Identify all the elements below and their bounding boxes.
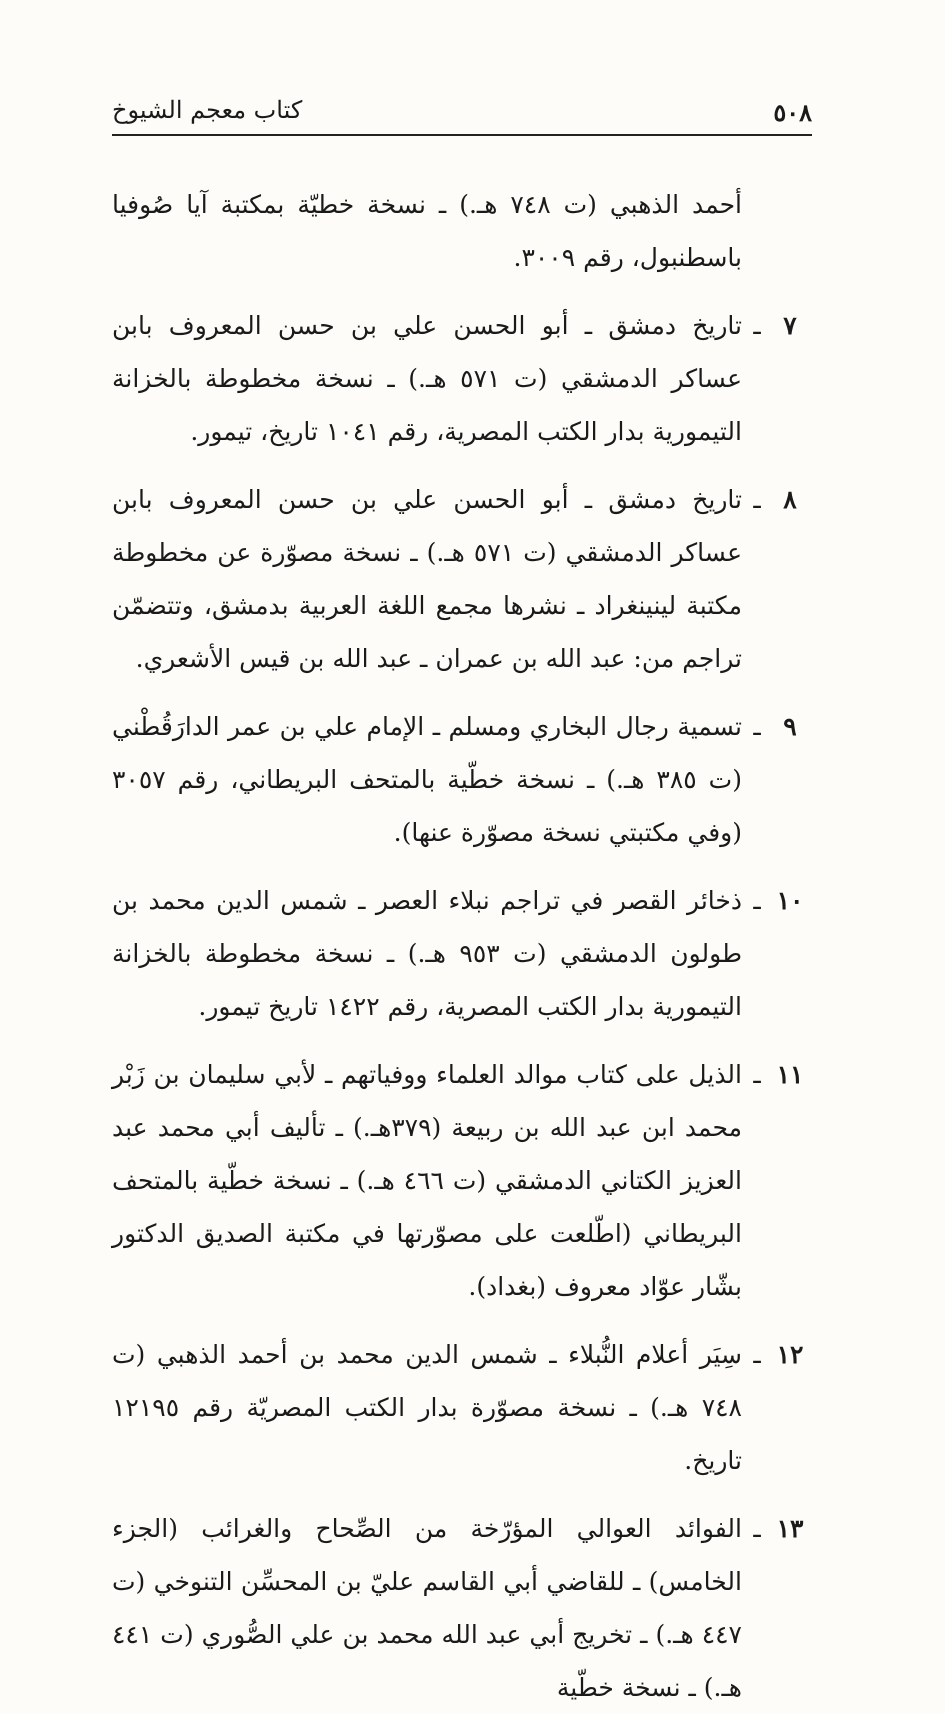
header-rule [112, 134, 812, 136]
entry-dash: ـ [753, 886, 761, 915]
page-content [112, 178, 812, 1714]
entry-number: ٩ [783, 712, 797, 741]
entry-number: ١٣ [776, 1514, 804, 1543]
entry-text: سِيَر أعلام النُّبلاء ـ شمس الدين محمد بن أحمد الذهبي (ت ٧٤٨ هـ.) ـ نسخة مصوّرة بدار الكتب المصريّة رقم ١٢١٩٥ تاريخ. [112, 1340, 742, 1475]
entry-dash: ـ [753, 485, 761, 514]
entry-text: تاريخ دمشق ـ أبو الحسن علي بن حسن المعروف بابن عساكر الدمشقي (ت ٥٧١ هـ.) ـ نسخة مخطوطة بالخزانة التيمورية بدار الكتب المصرية، رقم ١٠٤١ تاريخ، تيمور. [112, 311, 742, 446]
page-number: ٥٠٨ [773, 98, 812, 127]
bibliography-entry-12 [112, 1328, 812, 1487]
entry-dash: ـ [753, 311, 761, 340]
page-header [112, 92, 812, 134]
bibliography-entry-8 [112, 473, 812, 685]
entry-text: تسمية رجال البخاري ومسلم ـ الإمام علي بن عمر الدارَقُطْني (ت ٣٨٥ هـ.) ـ نسخة خطّية بالمتحف البريطاني، رقم ٣٠٥٧ (وفي مكتبتي نسخة مصوّرة عنها). [112, 712, 742, 847]
entry-dash: ـ [753, 712, 761, 741]
bibliography-entry-10 [112, 874, 812, 1033]
entry-dash: ـ [753, 1514, 761, 1543]
running-title: كتاب معجم الشيوخ [112, 96, 303, 124]
entry-number: ١٠ [776, 886, 804, 915]
bibliography-entry-9 [112, 700, 812, 859]
entry-dash: ـ [753, 1340, 761, 1369]
entry-text: تاريخ دمشق ـ أبو الحسن علي بن حسن المعروف بابن عساكر الدمشقي (ت ٥٧١ هـ.) ـ نسخة مصوّرة عن مخطوطة مكتبة لينينغراد ـ نشرها مجمع اللغة العربية بدمشق، وتتضمّن تراجم من: عبد الله بن عمران ـ عبد الله بن قيس الأشعري. [112, 485, 742, 673]
entry-number: ٨ [783, 485, 797, 514]
bibliography-entry-11 [112, 1048, 812, 1313]
continued-paragraph: أحمد الذهبي (ت ٧٤٨ هـ.) ـ نسخة خطيّة بمكتبة آيا صُوفيا باسطنبول، رقم ٣٠٠٩. [112, 190, 742, 272]
entry-text: ذخائر القصر في تراجم نبلاء العصر ـ شمس الدين محمد بن طولون الدمشقي (ت ٩٥٣ هـ.) ـ نسخة مخطوطة بالخزانة التيمورية بدار الكتب المصرية، رقم ١٤٢٢ تاريخ تيمور. [112, 886, 742, 1021]
entry-text: الذيل على كتاب موالد العلماء ووفياتهم ـ لأبي سليمان بن زَبْر محمد ابن عبد الله بن ربيعة (٣٧٩هـ.) ـ تأليف أبي محمد عبد العزيز الكتاني الدمشقي (ت ٤٦٦ هـ.) ـ نسخة خطّية بالمتحف البريطاني (اطّلعت على مصوّرتها في مكتبة الصديق الدكتور بشّار عوّاد معروف (بغداد). [112, 1060, 742, 1301]
entry-number: ٧ [783, 311, 797, 340]
entry-number: ١٢ [776, 1340, 804, 1369]
entry-number: ١١ [776, 1060, 804, 1089]
entry-text: الفوائد العوالي المؤرّخة من الصِّحاح والغرائب (الجزء الخامس) ـ للقاضي أبي القاسم عليّ بن المحسِّن التنوخي (ت ٤٤٧ هـ.) ـ تخريج أبي عبد الله محمد بن علي الصُّوري (ت ٤٤١ هـ.) ـ نسخة خطّية [112, 1514, 742, 1702]
bibliography-entry-7 [112, 299, 812, 458]
entry-dash: ـ [753, 1060, 761, 1089]
bibliography-entry-13 [112, 1502, 812, 1714]
